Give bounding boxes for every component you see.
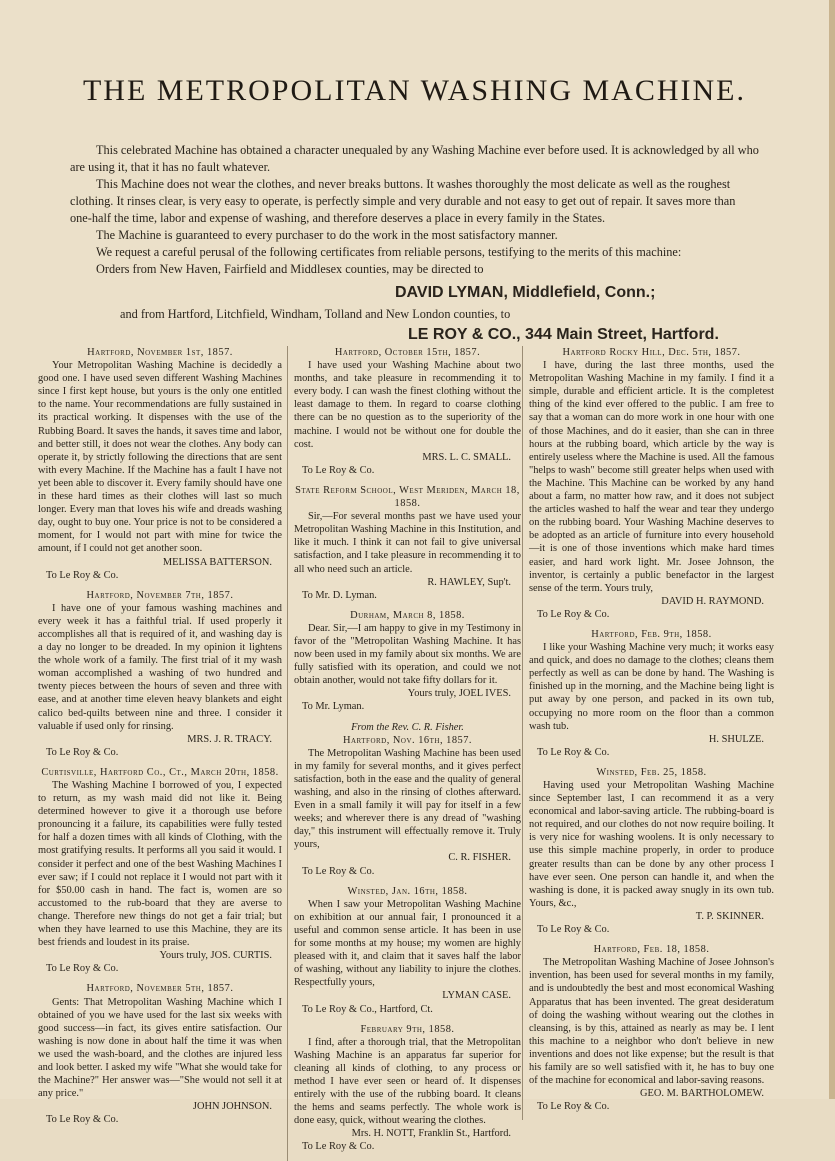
testimonial-signature: Mrs. H. NOTT, Franklin St., Hartford. — [351, 1128, 511, 1140]
intro-paragraph: The Machine is guaranteed to every purchaser to do the work in the most satisfactory manner. — [96, 228, 558, 242]
intro-paragraph: This celebrated Machine has obtained a character unequaled by any Washing Machine ever before used. It is acknowledged by all who are using it, that it has no fault whatever. — [70, 143, 759, 174]
testimonial — [38, 589, 282, 759]
testimonial-addressee: To Le Roy & Co. — [46, 746, 119, 758]
testimonial-addressee: To Le Roy & Co. — [46, 569, 119, 581]
testimonial-addressee: To Le Roy & Co. — [46, 963, 119, 975]
testimonial-dateline: Hartford, Nov. 16th, 1857. — [342, 734, 473, 746]
testimonial-signature: C. R. FISHER. — [448, 852, 511, 864]
testimonial-body: I find, after a thorough trial, that the Metropolitan Washing Machine is an apparatus far superior for cleaning all kinds of clothing, to any process or method I have ever seen or heard of. It dispenses entirely with the use of the rubbing board. It cleans the hems and seams perfectly. The whole work is done easy, quick, without wearing the clothes. — [294, 1036, 521, 1127]
testimonial-addressee: To Le Roy & Co. — [302, 1141, 375, 1153]
testimonial-signature: T. P. SKINNER. — [695, 910, 764, 922]
testimonial-body: Gents: That Metropolitan Washing Machine which I obtained of you we have used for the last six weeks with good success—in fact, its gives entire satisfaction. Our washing is now done in about half the time it was when we used the wash-board, and the clothes are injured less and look better. I asked my wife "What she would take for the Machine?" Her answer was—"She would not sell it at any price." — [38, 996, 282, 1100]
testimonial-column-2 — [287, 346, 521, 1161]
testimonial-signature: MRS. J. R. TRACY. — [187, 733, 272, 745]
testimonial — [529, 766, 774, 936]
testimonial-dateline: Winsted, Feb. 25, 1858. — [596, 766, 707, 778]
testimonial-signature: MRS. L. C. SMALL. — [422, 451, 511, 463]
testimonial-body: The Metropolitan Washing Machine has been used in my family for several months, and it gives perfect satisfaction, both in the ease and the quality of general washing, and also in the rinsing of clothes afterward. Even in a small family it will pay for itself in a few weeks; and wherever there is any dread of "washing day," this instrument will effectually remove it. Truly yours, — [294, 747, 521, 851]
testimonial-dateline: Hartford, November 1st, 1857. — [87, 347, 233, 358]
testimonial-addressee: To Le Roy & Co. — [537, 746, 610, 758]
testimonial-dateline: February 9th, 1858. — [360, 1023, 455, 1035]
address-connector-text: and from Hartford, Litchfield, Windham, Tolland and New London counties, to — [120, 307, 511, 321]
testimonial-dateline: Hartford, Feb. 9th, 1858. — [591, 628, 712, 640]
testimonial-addressee: To Le Roy & Co. — [302, 865, 375, 877]
testimonial — [529, 346, 774, 621]
testimonial — [294, 1023, 521, 1154]
testimonial-signature: H. SHULZE. — [708, 733, 764, 745]
testimonial-addressee: To Le Roy & Co. — [302, 464, 375, 476]
testimonial — [38, 766, 282, 976]
testimonial-dateline: Hartford Rocky Hill, Dec. 5th, 1857. — [562, 347, 741, 358]
testimonial-addressee: To Mr. D. Lyman. — [302, 589, 377, 601]
testimonial-body: The Metropolitan Washing Machine of Josee Johnson's invention, has been used for several months in my family, and is undoubtedly the best and most economical Washing Apparatus that has been invented. The great desideratum of doing the washing without wearing out the clothes in cleansing, is by this, attained as nearly as may be. I lent this machine to a neighbor who don't believe in new inventions and does not like expense; but the result is that his family are so well satisfied with it, he has to buy one of the machine for economical and labor-saving reasons. — [529, 957, 774, 1087]
testimonial — [294, 721, 521, 878]
testimonial-body: I have used your Washing Machine about two months, and take pleasure in recommending it to every body. I can wash the finest clothing without the least damage to them. In regard to coarse clothing there can be no question as to the superiority of the machine. I would not be without one for double the cost. — [294, 360, 521, 450]
testimonial-signature: LYMAN CASE. — [442, 990, 511, 1002]
testimonial-body: Dear. Sir,—I am happy to give in my Testimony in favor of the "Metropolitan Washing Machine. It has now been used in my family about six months. We are fully satisfied with its operation, and could we not obtain another, would not take fifty dollars for it. — [294, 622, 521, 687]
testimonial-signature: GEO. M. BARTHOLOMEW. — [640, 1088, 764, 1100]
testimonial-body: When I saw your Metropolitan Washing Machine on exhibition at our annual fair, I pronounced it a useful and common sense article. It has been in use for some months at my house; my women are highly pleased with it, and claim that it saves half the labor of washing, without any liability to injure the clothes. Respectfully yours, — [294, 898, 521, 989]
testimonial-addressee: To Le Roy & Co. — [537, 924, 610, 936]
testimonial-dateline: Winsted, Jan. 16th, 1858. — [347, 885, 468, 897]
intro-paragraph: We request a careful perusal of the following certificates from reliable persons, testifying to the merits of this machine: — [96, 245, 682, 259]
testimonial-body: I like your Washing Machine very much; it works easy and quick, and does no damage to the clothes; cleans them perfectly as well as can be done by hand. The Washing is finished up in the morning, and the Machine being light is put away by one person, and packed in its own tub, occupying no more room on the floor than a common wash tub. — [529, 642, 774, 732]
testimonial-signature: Yours truly, JOEL IVES. — [407, 688, 511, 700]
testimonial-dateline: Hartford, October 15th, 1857. — [334, 347, 481, 358]
testimonial — [529, 628, 774, 759]
testimonial-body: Having used your Metropolitan Washing Machine since September last, I can recommend it as a very economical and labor-saving article. The rubbing-board is not required, and our clothes do not now require boiling. It is very nice for washing woolens. It is only necessary to use this simple machine properly, in order to produce greater results than can be done by any other process I have ever seen. One person can handle it, and when the washing is done, it is packed away snugly in its own tub. Yours, &c., — [529, 780, 774, 909]
testimonial — [38, 982, 282, 1126]
testimonial-dateline: Hartford, November 5th, 1857. — [86, 983, 234, 995]
testimonial-dateline: Curtisville, Hartford Co., Ct., March 20th, 1858. — [41, 766, 279, 778]
testimonial-signature: R. HAWLEY, Sup't. — [427, 576, 511, 588]
testimonial-body: I have one of your famous washing machines and every week it has a faithful trial. If used properly it accomplishes all that is required of it, and washing day is a day no longer to be dreaded. In my opinion it lightens the whole work of a family. The first trial of it my wash woman accomplished a washing of two hundred and twenty pieces between the hours of seven and three with ease, and at another time eleven heavy blankets and eight calico bed-quilts between nine and three. I consider it valuable if used only for rinsing. — [38, 602, 282, 732]
testimonial-body: I have, during the last three months, used the Metropolitan Washing Machine in my family. I find it a simple, durable and efficient article. It is the completest thing of the kind ever offered to the public. I am free to say that a woman can do more work in one hour with one of those Machines, and do it easier, than she can in three hours at the rubbing board, which article by the way is entirely useless where the Machine is used. All the famous "helps to wash" become still greater helps when used with the Machine. This Machine can be worked by any hand about a farm, no matter how raw, and it does not subject the articles washed to half the wear and tear they undergo on the rubbing board. Your Washing Machine deserves to be adopted as an article of furniture into every household—it is one of those inventions which make hard times easier, and hard work light. Mr. Josee Johnson, the inventor, is certainly a public benefactor in the largest sense of the term. Yours truly, — [529, 360, 774, 594]
headline: THE METROPOLITAN WASHING MACHINE. — [82, 74, 746, 107]
testimonial — [294, 484, 521, 602]
testimonial — [294, 609, 521, 714]
testimonial — [38, 346, 282, 582]
testimonial-signature: DAVID H. RAYMOND. — [661, 595, 764, 607]
testimonial-signature: Yours truly, JOS. CURTIS. — [159, 950, 272, 962]
testimonial-addressee: To Le Roy & Co., Hartford, Ct. — [302, 1003, 433, 1015]
testimonial — [294, 346, 521, 477]
testimonial-dateline: Durham, March 8, 1858. — [350, 609, 465, 621]
testimonial-addressee: To Le Roy & Co. — [537, 608, 610, 620]
testimonial-addressee: To Mr. Lyman. — [302, 701, 365, 713]
testimonial-body: Sir,—For several months past we have used your Metropolitan Washing Machine in this Institution, and like it much. I think it can not fail to give universal satisfaction, and I take pleasure in recommending it to all who need such an article. — [294, 511, 521, 575]
testimonial-body: Your Metropolitan Washing Machine is decidedly a good one. I have used seven different Washing Machines since I first kept house, but yours is the only one entitled to the name. Your recommendations are fully sustained in its practical working. It dispenses with the use of the Rubbing Board. It saves the hands, it saves time and labor, and better still, it does not wear the clothes. Any body can operate it, by strictly following the directions that are sent with every Machine. If the Machine has a fault I have not yet been able to discover it. Every family should have one in these hard times as their clothes will last so much longer. Every man that loves his wife and dreads washing day, ought to buy one. Your price is not to be considered a moment, for I would not part with mine for twice the amount, if I could not get another soon. — [38, 360, 282, 555]
testimonial-column-3 — [522, 346, 774, 1120]
address-david-lyman: DAVID LYMAN, Middlefield, Conn.; — [395, 284, 656, 301]
testimonial — [294, 885, 521, 1016]
testimonial-addressee: To Le Roy & Co. — [537, 1101, 610, 1113]
testimonial-body: The Washing Machine I borrowed of you, I expected to return, as my wash maid did not like it. Being determined however to give it a thorough use before pronouncing it a failure, its capabilities were fully tested for half a dozen times with all kinds of Clothing, with the most gratifying results. It performs all you said it would. I consider it perfect and one of the best Washing Machines I ever saw; if I could not replace it I would not part with it for $50.00 cash in hand. The fact is, women are so accustomed to the rub-board that they are averse to change. Therefore new things do not get a fair trial; but when they have learned to use this Machine, they are its best friends and loudest in its praise. — [38, 780, 282, 949]
testimonial-addressee: To Le Roy & Co. — [46, 1114, 119, 1126]
testimonial-signature: JOHN JOHNSON. — [192, 1101, 272, 1113]
intro-paragraph: Orders from New Haven, Fairfield and Middlesex counties, may be directed to — [96, 262, 484, 276]
testimonial-dateline: Hartford, Feb. 18, 1858. — [593, 944, 710, 956]
testimonial-dateline: Hartford, November 7th, 1857. — [86, 589, 234, 601]
address-le-roy: LE ROY & CO., 344 Main Street, Hartford. — [408, 326, 719, 343]
testimonial-signature: MELISSA BATTERSON. — [162, 556, 272, 568]
testimonial-source-note: From the Rev. C. R. Fisher. — [351, 721, 464, 733]
testimonial — [529, 943, 774, 1113]
testimonial-dateline: State Reform School, West Meriden, March 18, 1858. — [295, 484, 520, 510]
testimonial-column-1 — [38, 346, 282, 1133]
intro-paragraph: This Machine does not wear the clothes, and never breaks buttons. It washes thoroughly the most delicate as well as the roughest clothing. It rinses clear, is very easy to operate, is perfectly simple and very durable and not easy to get out of repair. It saves more than one-half the time, labor and expense of washing, and therefore deserves a place in every family in the States. — [70, 177, 736, 225]
intro-text — [70, 142, 760, 278]
